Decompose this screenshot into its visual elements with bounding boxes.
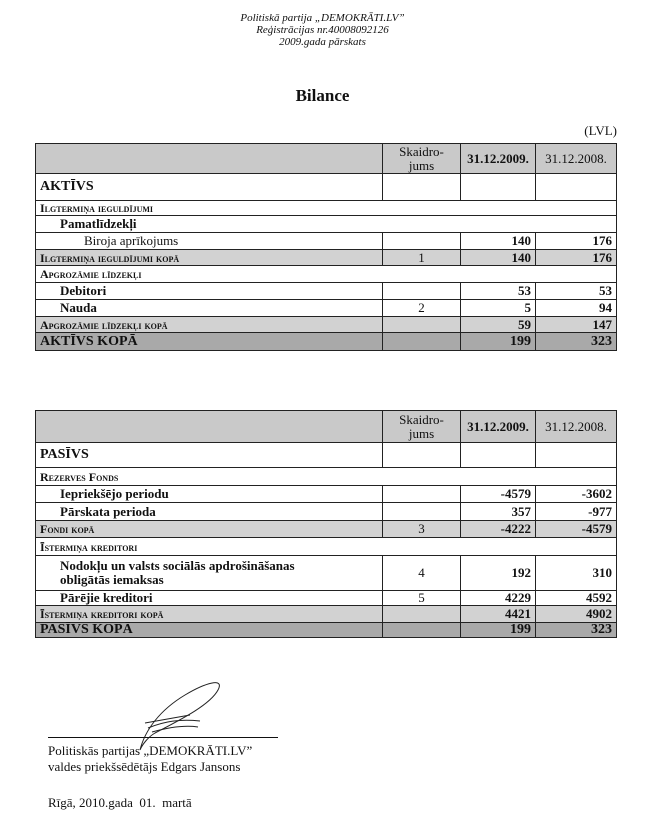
total-row: AKTĪVS KOPĀ 199 323 bbox=[36, 333, 617, 351]
col-2008: 31.12.2008. bbox=[536, 411, 617, 443]
table-row: Fondi kopā 3 -4222 -4579 bbox=[36, 521, 617, 538]
total-row: PASĪVS KOPĀ 199 323 bbox=[36, 623, 617, 638]
table-row: Īstermiņa kreditori bbox=[36, 538, 617, 556]
table-row: Nauda 2 5 94 bbox=[36, 300, 617, 317]
col-note: Skaidro-jums bbox=[383, 144, 461, 174]
table-row: Pamatlīdzekļi bbox=[36, 216, 617, 233]
table-row: Debitori 53 53 bbox=[36, 283, 617, 300]
table-row: Pārskata perioda 357 -977 bbox=[36, 503, 617, 521]
table-row: Apgrozāmie līdzekļi bbox=[36, 266, 617, 283]
table-row: Ilgtermiņa ieguldījumi kopā 1 140 176 bbox=[36, 250, 617, 266]
table-header bbox=[36, 411, 617, 443]
table-header bbox=[36, 144, 617, 174]
assets-table bbox=[35, 143, 617, 351]
signature-line bbox=[48, 737, 278, 738]
place-date: Rīgā, 2010.gada 01. martā bbox=[48, 795, 192, 810]
table-row: Nodokļu un valsts sociālās apdrošināšanas obligātās iemaksas 4 192 310 bbox=[36, 556, 617, 591]
col-note: Skaidro-jums bbox=[383, 411, 461, 443]
signatory-organization: Politiskās partijas „DEMOKRĀTI.LV” bbox=[48, 743, 253, 758]
currency-unit: (LVL) bbox=[584, 123, 617, 138]
col-2009: 31.12.2009. bbox=[461, 411, 536, 443]
table-row: Iepriekšējo periodu -4579 -3602 bbox=[36, 486, 617, 503]
col-2008: 31.12.2008. bbox=[536, 144, 617, 174]
table-row: Apgrozāmie līdzekļi kopā 59 147 bbox=[36, 317, 617, 333]
report-year: 2009.gada pārskats bbox=[279, 36, 366, 48]
section-heading: AKTĪVS bbox=[36, 174, 617, 201]
party-name: Politiskā partija „DEMOKRĀTI.LV” bbox=[240, 12, 405, 24]
table-row: Ilgtermiņa ieguldījumi bbox=[36, 201, 617, 216]
liabilities-table bbox=[35, 410, 617, 638]
table-row: Biroja aprīkojums 140 176 bbox=[36, 233, 617, 250]
signatory-name: valdes priekšsēdētājs Edgars Jansons bbox=[48, 759, 241, 774]
section-heading: PASĪVS bbox=[36, 443, 617, 468]
page-title: Bilance bbox=[295, 86, 350, 105]
registration-number: Reģistrācijas nr.40008092126 bbox=[256, 24, 389, 36]
table-row: Pārējie kreditori 5 4229 4592 bbox=[36, 591, 617, 606]
table-row: Īstermiņa kreditori kopā 4421 4902 bbox=[36, 606, 617, 623]
table-row: Rezerves Fonds bbox=[36, 468, 617, 486]
col-2009: 31.12.2009. bbox=[461, 144, 536, 174]
